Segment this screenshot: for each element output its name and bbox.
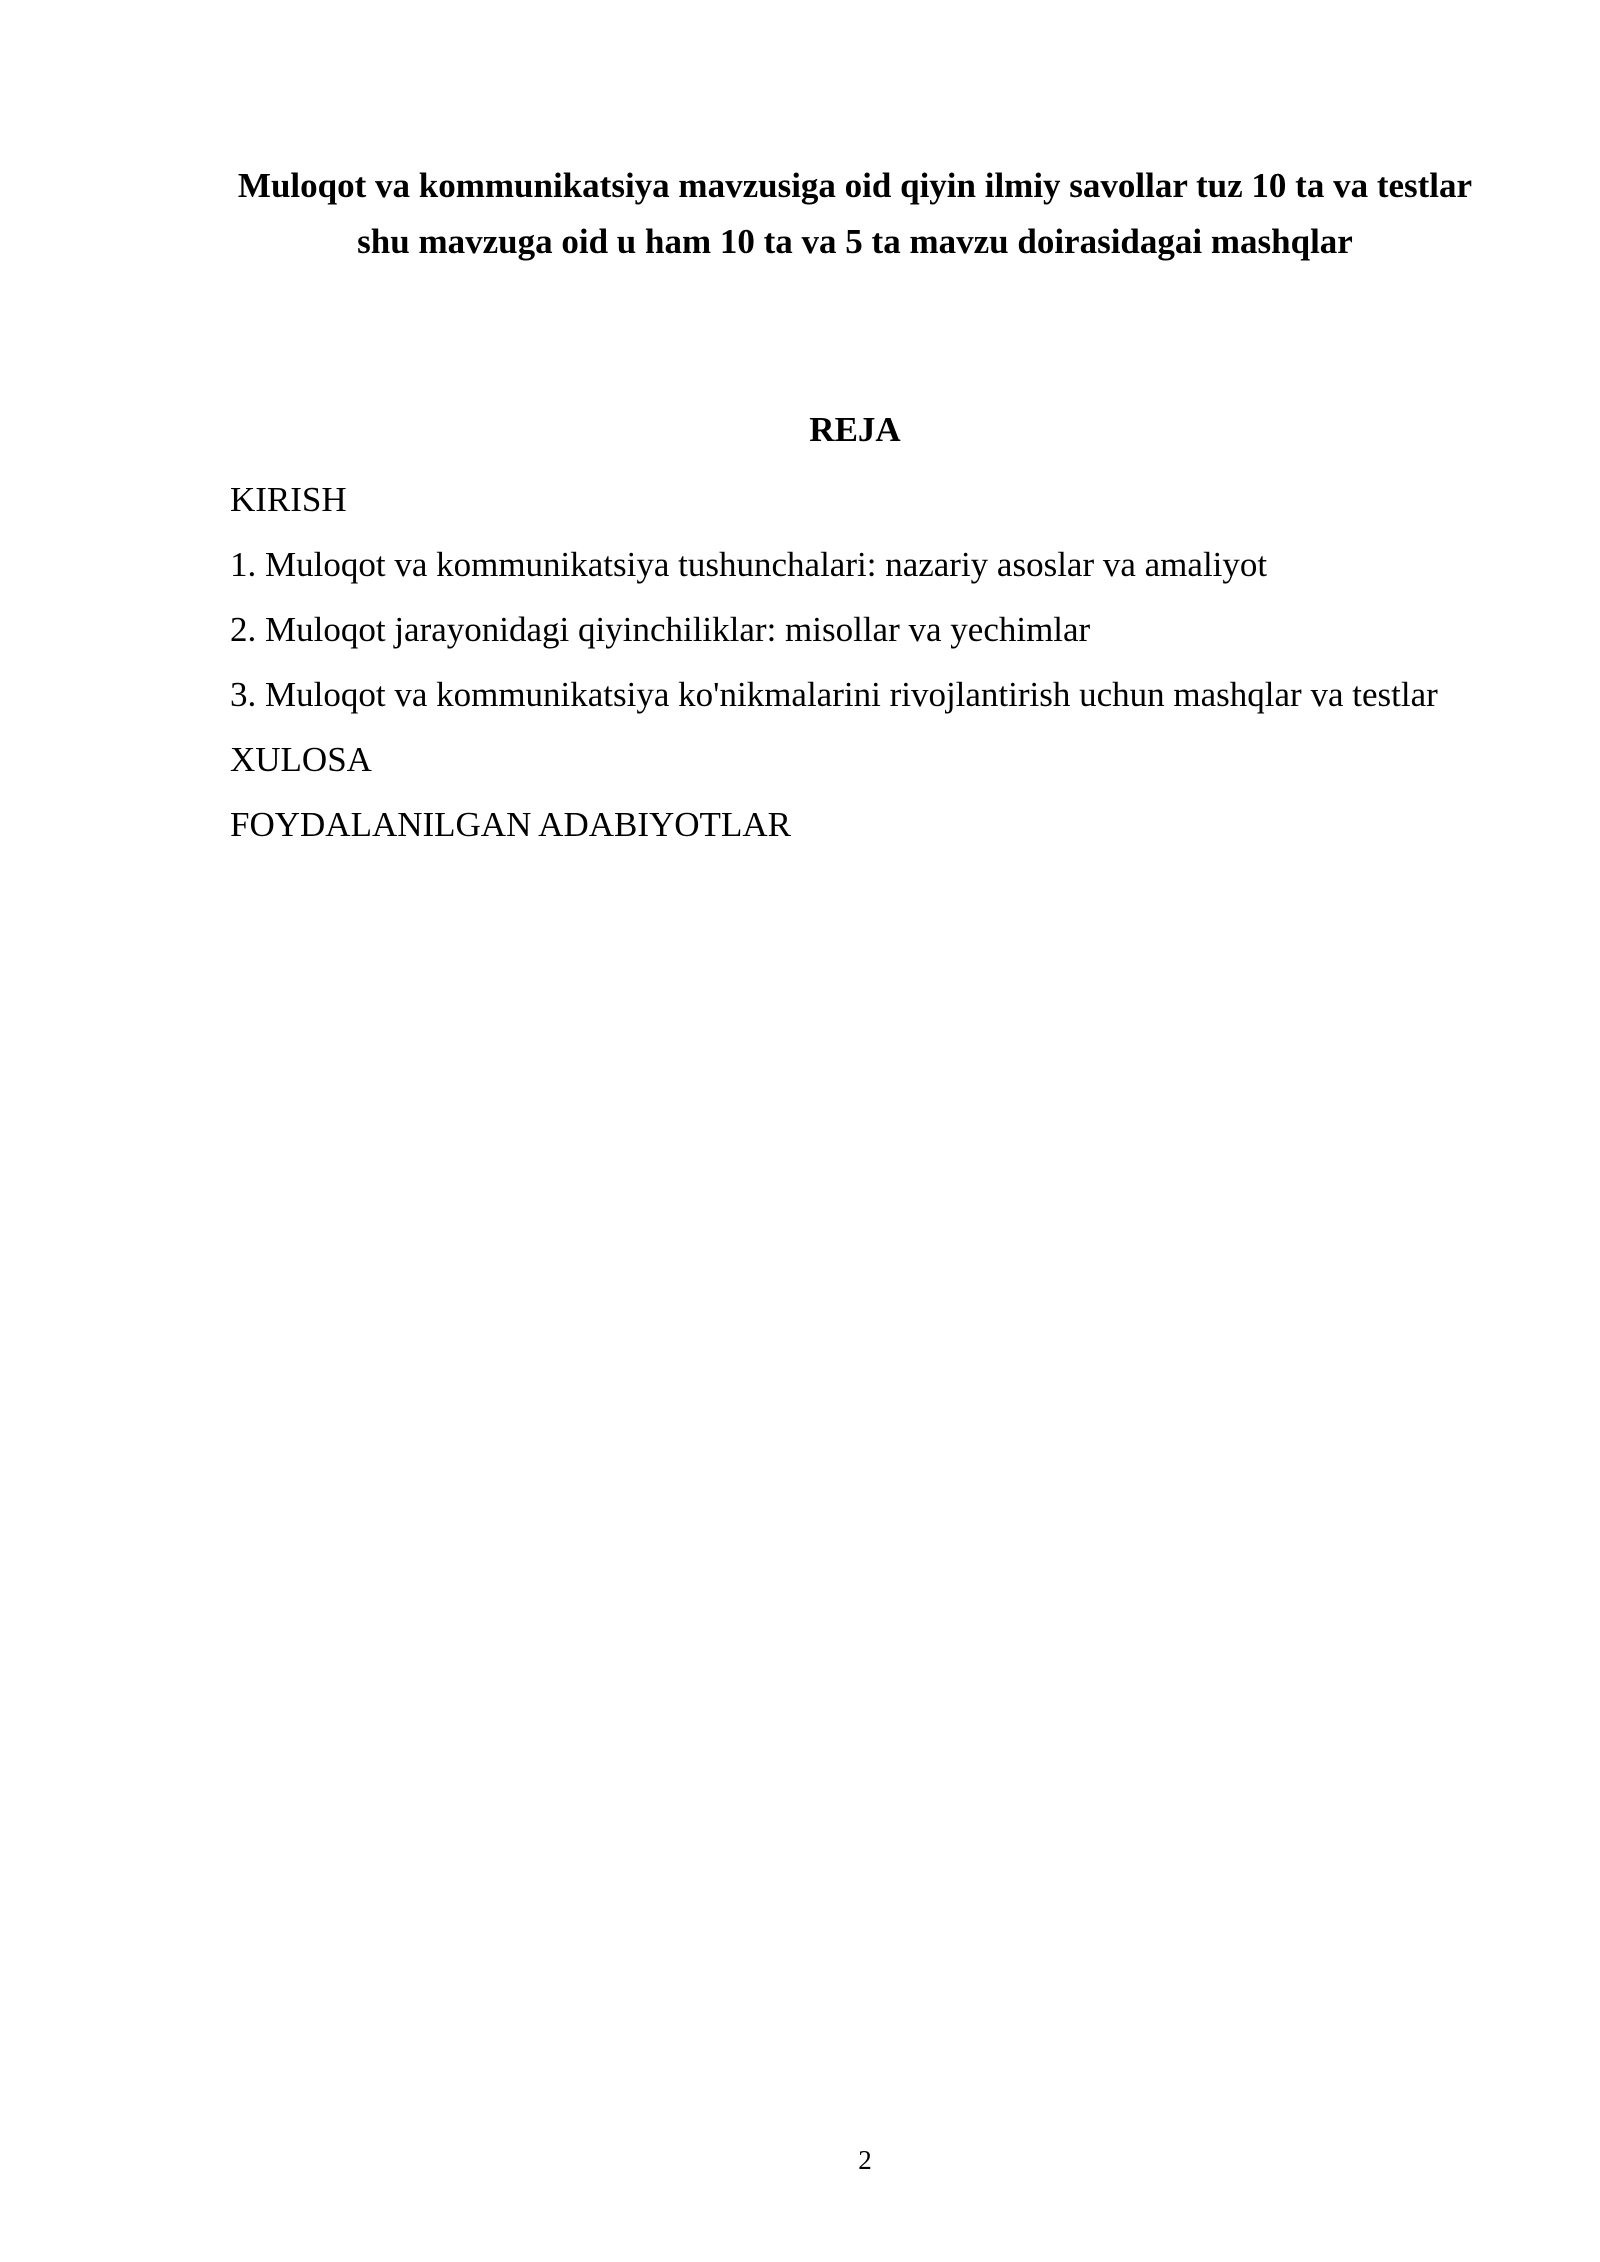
plan-list [230,472,1490,862]
page-number: 2 [858,2145,872,2175]
plan-item-references: FOYDALANILGAN ADABIYOTLAR [230,805,791,844]
plan-item-conclusion: XULOSA [230,740,372,779]
document-title: Muloqot va kommunikatsiya mavzusiga oid qiyin ilmiy savollar tuz 10 ta va testlar shu mavzuga oid u ham 10 ta va 5 ta mavzu doirasidagai mashqlar [237,166,1473,261]
plan-item-3: 3. Muloqot va kommunikatsiya ko'nikmalarini rivojlantirish uchun mashqlar va testlar [230,675,1438,714]
plan-item-2: 2. Muloqot jarayonidagi qiyinchiliklar: misollar va yechimlar [230,610,1091,649]
plan-heading: REJA [809,410,901,449]
plan-item-1: 1. Muloqot va kommunikatsiya tushunchalari: nazariy asoslar va amaliyot [230,545,1268,584]
plan-item-introduction: KIRISH [230,480,347,519]
